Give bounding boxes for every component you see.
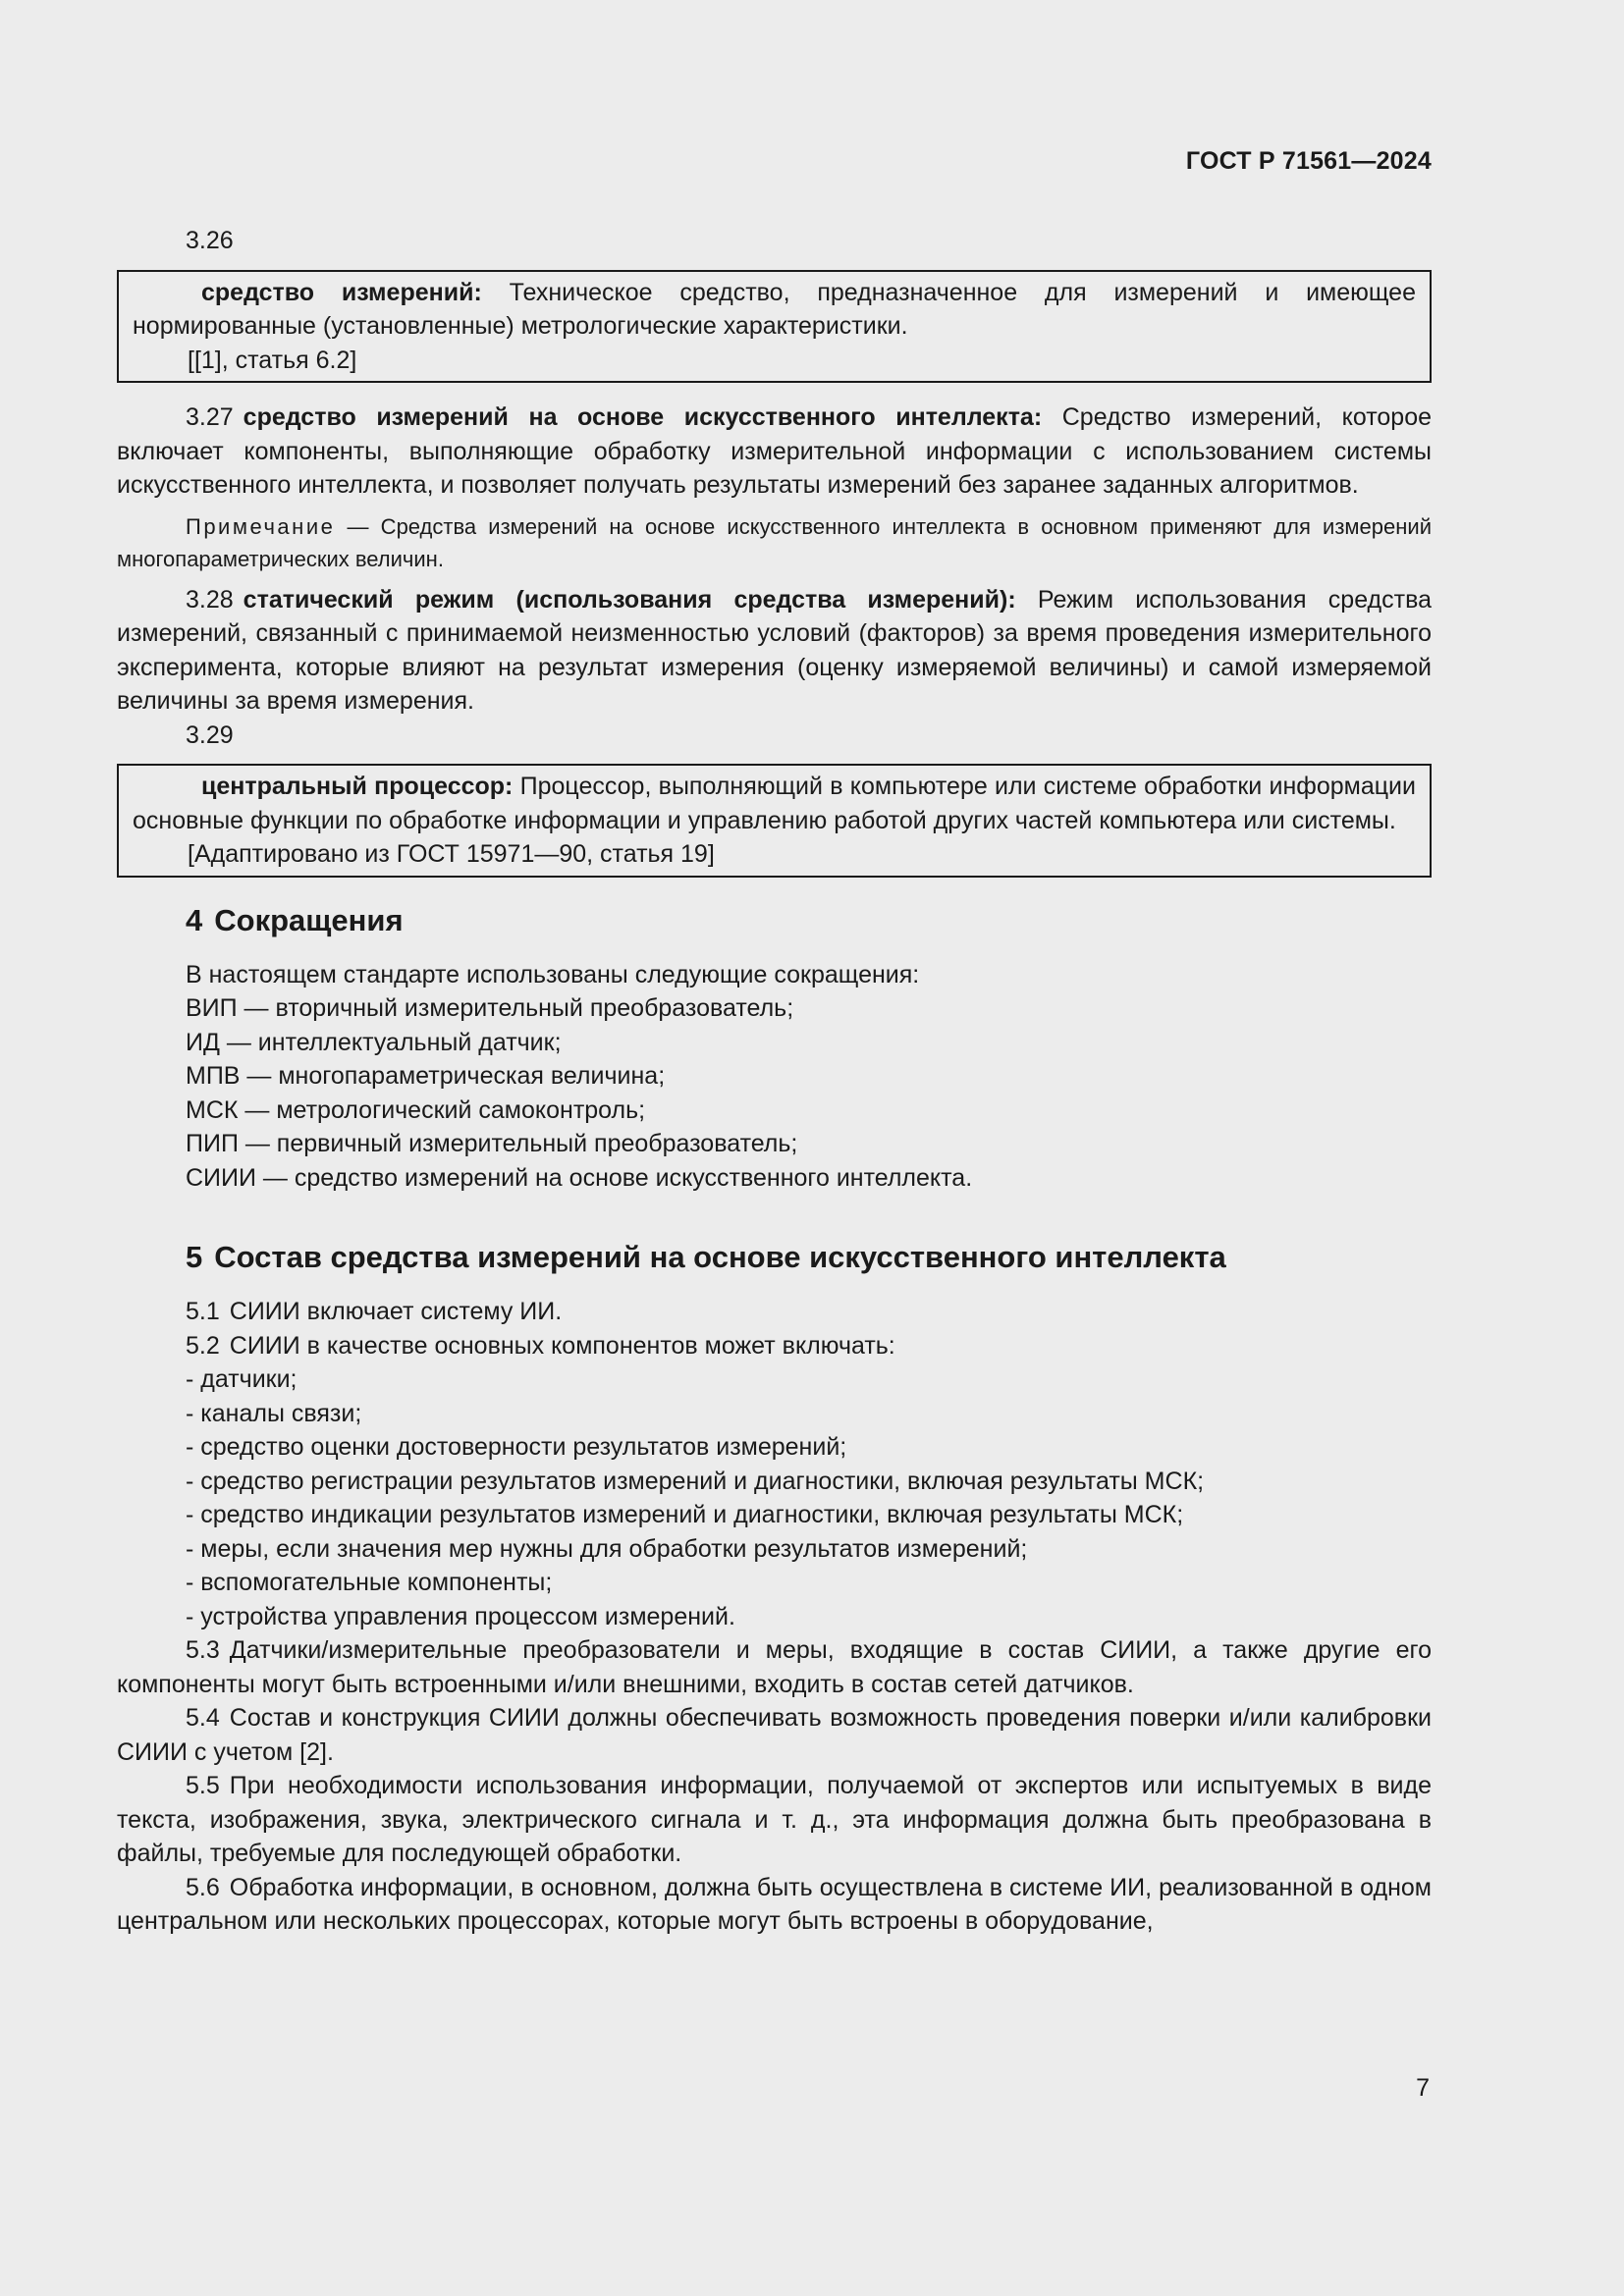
section-heading-4 <box>186 899 1432 942</box>
component-item: - датчики; <box>186 1365 298 1393</box>
component-item: - средство регистрации результатов измерений и диагностики, включая результаты МСК; <box>186 1467 1205 1495</box>
term-name: средство измерений: <box>201 278 482 306</box>
term-number-3-27: 3.27 <box>186 403 234 431</box>
section-number: 5 <box>186 1240 203 1274</box>
clause-5-5 <box>117 1769 1432 1871</box>
term-box-3-29 <box>117 764 1432 878</box>
term-number-3-28: 3.28 <box>186 585 234 614</box>
clause-number: 5.5 <box>186 1772 220 1799</box>
term-number-3-29: 3.29 <box>186 721 234 749</box>
term-definition-3-26 <box>133 276 1416 344</box>
standard-code: ГОСТ Р 71561—2024 <box>1185 147 1432 175</box>
term-name: средство измерений на основе искусственного интеллекта: <box>243 403 1043 431</box>
clause-5-1 <box>117 1295 1432 1329</box>
clause-number: 5.6 <box>186 1873 220 1901</box>
clause-text: Состав и конструкция СИИИ должны обеспечивать возможность проведения поверки и/или калибровки СИИИ с учетом [2]. <box>117 1704 1432 1766</box>
note-label: Примечание <box>186 513 336 539</box>
component-item: - меры, если значения мер нужны для обработки результатов измерений; <box>186 1534 1028 1563</box>
abbrev-item: ИД — интеллектуальный датчик; <box>186 1028 562 1056</box>
section-number: 4 <box>186 902 203 937</box>
section-title: Сокращения <box>214 902 404 937</box>
clause-5-4 <box>117 1701 1432 1769</box>
note-text: — Средства измерений на основе искусственного интеллекта в основном применяют для измерений многопараметрических величин. <box>117 513 1432 571</box>
component-item: - вспомогательные компоненты; <box>186 1569 553 1596</box>
clause-5-2 <box>117 1329 1432 1363</box>
section-title: Состав средства измерений на основе искусственного интеллекта <box>214 1240 1226 1274</box>
page-number: 7 <box>1416 2074 1430 2102</box>
term-name: центральный процессор: <box>201 773 514 800</box>
section-heading-5 <box>186 1236 1432 1279</box>
page-content <box>117 224 1432 1939</box>
component-item: - каналы связи; <box>186 1399 362 1427</box>
clause-text: СИИИ включает систему ИИ. <box>229 1298 563 1325</box>
term-name: статический режим (использования средства измерений): <box>243 585 1016 614</box>
clause-number: 5.4 <box>186 1704 220 1732</box>
component-item: - средство оценки достоверности результатов измерений; <box>186 1433 847 1461</box>
term-definition-3-27 <box>117 400 1432 503</box>
clause-5-3 <box>117 1633 1432 1701</box>
term-definition-3-28 <box>117 583 1432 719</box>
clause-text: Обработка информации, в основном, должна быть осуществлена в системе ИИ, реализованной в одном центральном или нескольких процессорах, которые могут быть встроены в оборудование, <box>117 1873 1432 1935</box>
abbrev-item: МПВ — многопараметрическая величина; <box>186 1062 666 1090</box>
clause-number: 5.3 <box>186 1636 220 1664</box>
abbrev-item: СИИИ — средство измерений на основе искусственного интеллекта. <box>186 1163 973 1192</box>
term-text: Техническое средство, предназначенное для измерений и имеющее нормированные (установленные) метрологические характеристики. <box>133 278 1416 340</box>
term-source: [Адаптировано из ГОСТ 15971—90, статья 19] <box>188 840 715 868</box>
clause-text: Датчики/измерительные преобразователи и меры, входящие в состав СИИИ, а также другие его компоненты могут быть встроенными и/или внешними, входить в состав сетей датчиков. <box>117 1636 1432 1698</box>
component-item: - средство индикации результатов измерений и диагностики, включая результаты МСК; <box>186 1501 1184 1528</box>
term-note <box>117 510 1432 575</box>
term-text: Процессор, выполняющий в компьютере или системе обработки информации основные функции по обработке информации и управлению работой других частей компьютера или системы. <box>133 773 1416 834</box>
term-box-3-26 <box>117 270 1432 384</box>
term-definition-3-29 <box>133 770 1416 837</box>
clause-number: 5.2 <box>186 1331 220 1360</box>
term-number-3-26: 3.26 <box>186 227 234 254</box>
term-text: Средство измерений, которое включает компоненты, выполняющие обработку измерительной информации с использованием системы искусственного интеллекта, и позволяет получать результаты измерений без заранее заданных алгоритмов. <box>117 403 1432 499</box>
abbrev-item: ВИП — вторичный измерительный преобразователь; <box>186 994 794 1022</box>
clause-text: СИИИ в качестве основных компонентов может включать: <box>229 1331 895 1360</box>
abbrev-item: ПИП — первичный измерительный преобразователь; <box>186 1130 798 1157</box>
clause-text: При необходимости использования информации, получаемой от экспертов или испытуемых в виде текста, изображения, звука, электрического сигнала и т. д., эта информация должна быть преобразована в файлы, требуемые для последующей обработки. <box>117 1772 1432 1867</box>
component-item: - устройства управления процессом измерений. <box>186 1602 735 1630</box>
term-source: [[1], статья 6.2] <box>188 346 357 374</box>
clause-5-6 <box>117 1871 1432 1939</box>
clause-number: 5.1 <box>186 1298 220 1325</box>
abbrev-intro: В настоящем стандарте использованы следующие сокращения: <box>186 960 920 988</box>
term-text: Режим использования средства измерений, связанный с принимаемой неизменностью условий (факторов) за время проведения измерительного эксперимента, которые влияют на результат измерения (оценку измеряемой величины) и самой измеряемой величины за время измерения. <box>117 585 1432 715</box>
abbrev-item: МСК — метрологический самоконтроль; <box>186 1095 646 1124</box>
